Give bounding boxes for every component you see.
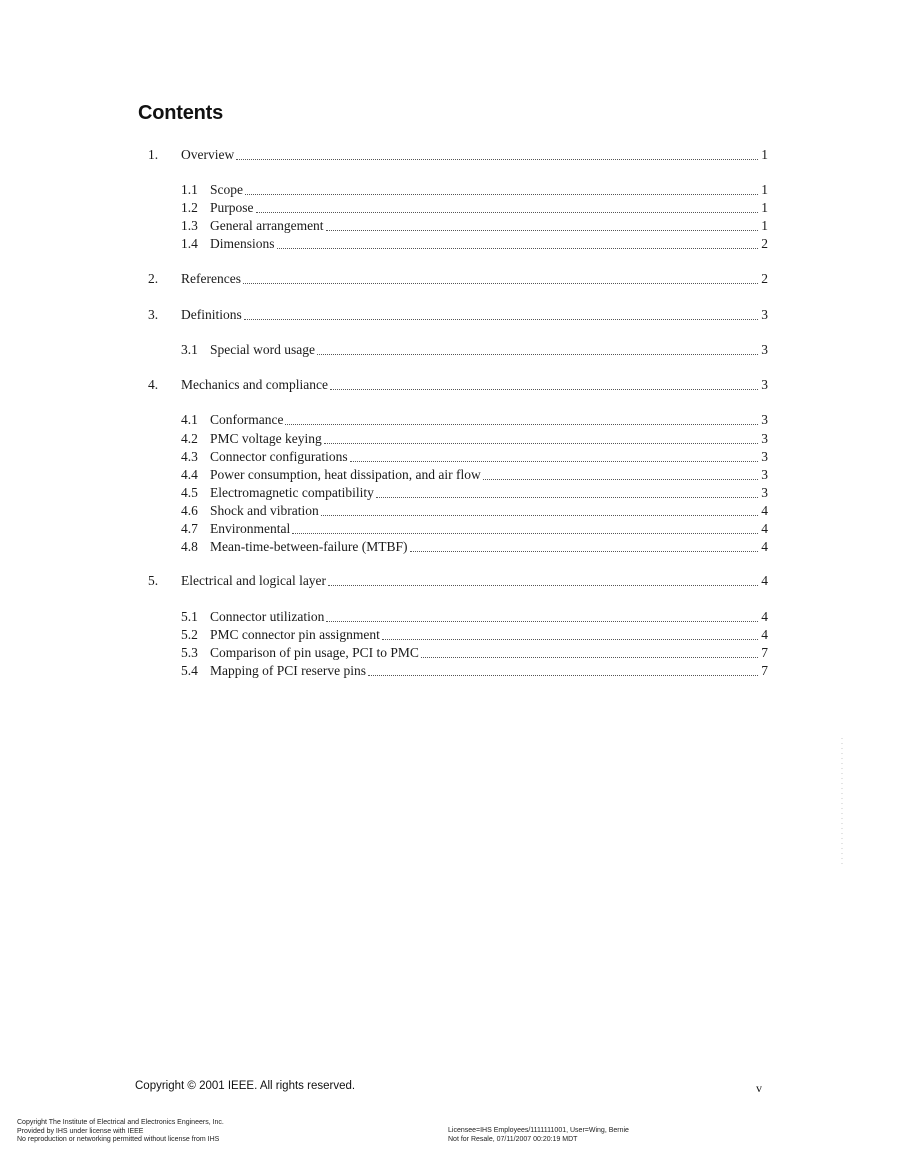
- contents-heading: Contents: [138, 102, 224, 124]
- toc-entry-number: 4.7: [181, 521, 198, 536]
- toc-entry-page: 7: [761, 663, 768, 678]
- toc-entry[interactable]: [148, 270, 768, 288]
- toc-entry-page: 3: [761, 307, 768, 322]
- toc-entry-page: 4: [761, 609, 768, 624]
- toc-entry-number: 2.: [148, 271, 159, 286]
- toc-dot-leader: [324, 442, 758, 444]
- toc-entry-title: References: [181, 271, 241, 286]
- toc-dot-leader: [483, 478, 758, 480]
- toc-entry[interactable]: [181, 644, 768, 662]
- toc-entry[interactable]: [148, 306, 768, 324]
- toc-entry-number: 4.6: [181, 503, 198, 518]
- copyright-footer: Copyright © 2001 IEEE. All rights reserved.: [135, 1080, 356, 1092]
- toc-entry[interactable]: [181, 608, 768, 626]
- toc-entry-number: 5.3: [181, 645, 198, 660]
- toc-entry-page: 1: [761, 200, 768, 215]
- toc-dot-leader: [317, 353, 758, 355]
- toc-entry[interactable]: [181, 538, 768, 556]
- toc-entry-page: 4: [761, 573, 768, 588]
- license-notice-right: [448, 1127, 748, 1144]
- toc-entry[interactable]: [181, 341, 768, 359]
- toc-entry-title: Electrical and logical layer: [181, 573, 327, 588]
- toc-entry-page: 3: [761, 377, 768, 392]
- toc-entry-page: 7: [761, 645, 768, 660]
- toc-entry[interactable]: [181, 502, 768, 520]
- toc-dot-leader: [321, 514, 758, 516]
- toc-entry[interactable]: [181, 430, 768, 448]
- toc-entry-title: Definitions: [181, 307, 242, 322]
- toc-dot-leader: [368, 674, 758, 676]
- toc-entry-page: 4: [761, 503, 768, 518]
- toc-entry[interactable]: [181, 411, 768, 429]
- toc-entry-number: 5.: [148, 573, 159, 588]
- toc-dot-leader: [243, 282, 758, 284]
- toc-entry-title: PMC voltage keying: [210, 431, 322, 446]
- toc-dot-leader: [328, 584, 758, 586]
- notice-line: Licensee=IHS Employees/1111111001, User=Wing, Bernie: [448, 1127, 629, 1134]
- toc-entry-page: 3: [761, 342, 768, 357]
- toc-entry-page: 4: [761, 539, 768, 554]
- toc-entry-title: Power consumption, heat dissipation, and air flow: [210, 467, 481, 482]
- toc-dot-leader: [410, 550, 758, 552]
- toc-entry-number: 4.: [148, 377, 159, 392]
- toc-entry-title: Connector utilization: [210, 609, 325, 624]
- toc-entry[interactable]: [148, 376, 768, 394]
- toc-dot-leader: [326, 229, 758, 231]
- toc-entry[interactable]: [181, 181, 768, 199]
- toc-entry-number: 4.1: [181, 412, 198, 427]
- toc-entry[interactable]: [181, 662, 768, 680]
- toc-entry-title: Conformance: [210, 412, 284, 427]
- toc-entry-number: 4.5: [181, 485, 198, 500]
- toc-entry-page: 3: [761, 431, 768, 446]
- toc-entry-title: Connector configurations: [210, 449, 348, 464]
- toc-entry-page: 3: [761, 412, 768, 427]
- toc-entry[interactable]: [181, 199, 768, 217]
- toc-entry[interactable]: [148, 146, 768, 164]
- toc-entry-title: Purpose: [210, 200, 254, 215]
- toc-entry-title: Mechanics and compliance: [181, 377, 328, 392]
- toc-dot-leader: [350, 460, 758, 462]
- toc-entry-number: 4.8: [181, 539, 198, 554]
- scan-artifact: [840, 738, 844, 866]
- toc-entry-number: 3.: [148, 307, 159, 322]
- toc-entry-number: 1.4: [181, 236, 198, 251]
- toc-entry-title: Electromagnetic compatibility: [210, 485, 374, 500]
- toc-dot-leader: [326, 620, 758, 622]
- toc-entry[interactable]: [181, 466, 768, 484]
- toc-entry-number: 1.3: [181, 218, 198, 233]
- toc-entry-page: 2: [761, 271, 768, 286]
- toc-entry-number: 3.1: [181, 342, 198, 357]
- toc-entry-number: 1.1: [181, 182, 198, 197]
- notice-line: Provided by IHS under license with IEEE: [17, 1127, 144, 1135]
- toc-entry-number: 4.2: [181, 431, 198, 446]
- notice-line: Not for Resale, 07/11/2007 00:20:19 MDT: [448, 1135, 578, 1143]
- toc-entry-page: 1: [761, 182, 768, 197]
- toc-entry-title: Mapping of PCI reserve pins: [210, 663, 366, 678]
- toc-entry-number: 1.: [148, 147, 159, 162]
- toc-dot-leader: [330, 388, 758, 390]
- toc-entry-page: 3: [761, 449, 768, 464]
- toc-entry-number: 4.4: [181, 467, 198, 482]
- toc-entry[interactable]: [181, 217, 768, 235]
- toc-entry-page: 3: [761, 467, 768, 482]
- toc-entry-title: Overview: [181, 147, 235, 162]
- toc-entry-title: Environmental: [210, 521, 291, 536]
- toc-entry-page: 3: [761, 485, 768, 500]
- toc-entry-title: PMC connector pin assignment: [210, 627, 380, 642]
- toc-dot-leader: [256, 211, 759, 213]
- toc-entry-title: Scope: [210, 182, 243, 197]
- toc-entry-number: 1.2: [181, 200, 198, 215]
- notice-line: Copyright The Institute of Electrical and Electronics Engineers, Inc.: [17, 1119, 224, 1126]
- toc-entry-title: Dimensions: [210, 236, 275, 251]
- toc-entry-number: 4.3: [181, 449, 198, 464]
- toc-dot-leader: [382, 638, 758, 640]
- toc-entry-title: Comparison of pin usage, PCI to PMC: [210, 645, 419, 660]
- toc-dot-leader: [277, 247, 758, 249]
- toc-dot-leader: [421, 656, 758, 658]
- toc-entry-title: Mean-time-between-failure (MTBF): [210, 539, 408, 554]
- toc-dot-leader: [236, 158, 758, 160]
- toc-entry-number: 5.4: [181, 663, 198, 678]
- toc-entry-title: Shock and vibration: [210, 503, 319, 518]
- toc-entry[interactable]: [181, 484, 768, 502]
- toc-entry-page: 4: [761, 627, 768, 642]
- toc-dot-leader: [244, 318, 758, 320]
- toc-entry[interactable]: [181, 448, 768, 466]
- toc-entry-page: 1: [761, 147, 768, 162]
- toc-dot-leader: [376, 496, 758, 498]
- toc-entry-page: 2: [761, 236, 768, 251]
- toc-entry-number: 5.2: [181, 627, 198, 642]
- toc-entry[interactable]: [181, 520, 768, 538]
- toc-entry-title: General arrangement: [210, 218, 324, 233]
- toc-entry[interactable]: [148, 572, 768, 590]
- toc-entry[interactable]: [181, 235, 768, 253]
- toc-dot-leader: [285, 423, 758, 425]
- license-notice-left: [17, 1119, 317, 1145]
- toc-entry-page: 1: [761, 218, 768, 233]
- toc-dot-leader: [292, 532, 758, 534]
- toc-entry[interactable]: [181, 626, 768, 644]
- toc-dot-leader: [245, 193, 758, 195]
- toc-entry-number: 5.1: [181, 609, 198, 624]
- toc-entry-page: 4: [761, 521, 768, 536]
- page-number: v: [756, 1081, 762, 1095]
- toc-entry-title: Special word usage: [210, 342, 315, 357]
- notice-line: No reproduction or networking permitted without license from IHS: [17, 1136, 220, 1143]
